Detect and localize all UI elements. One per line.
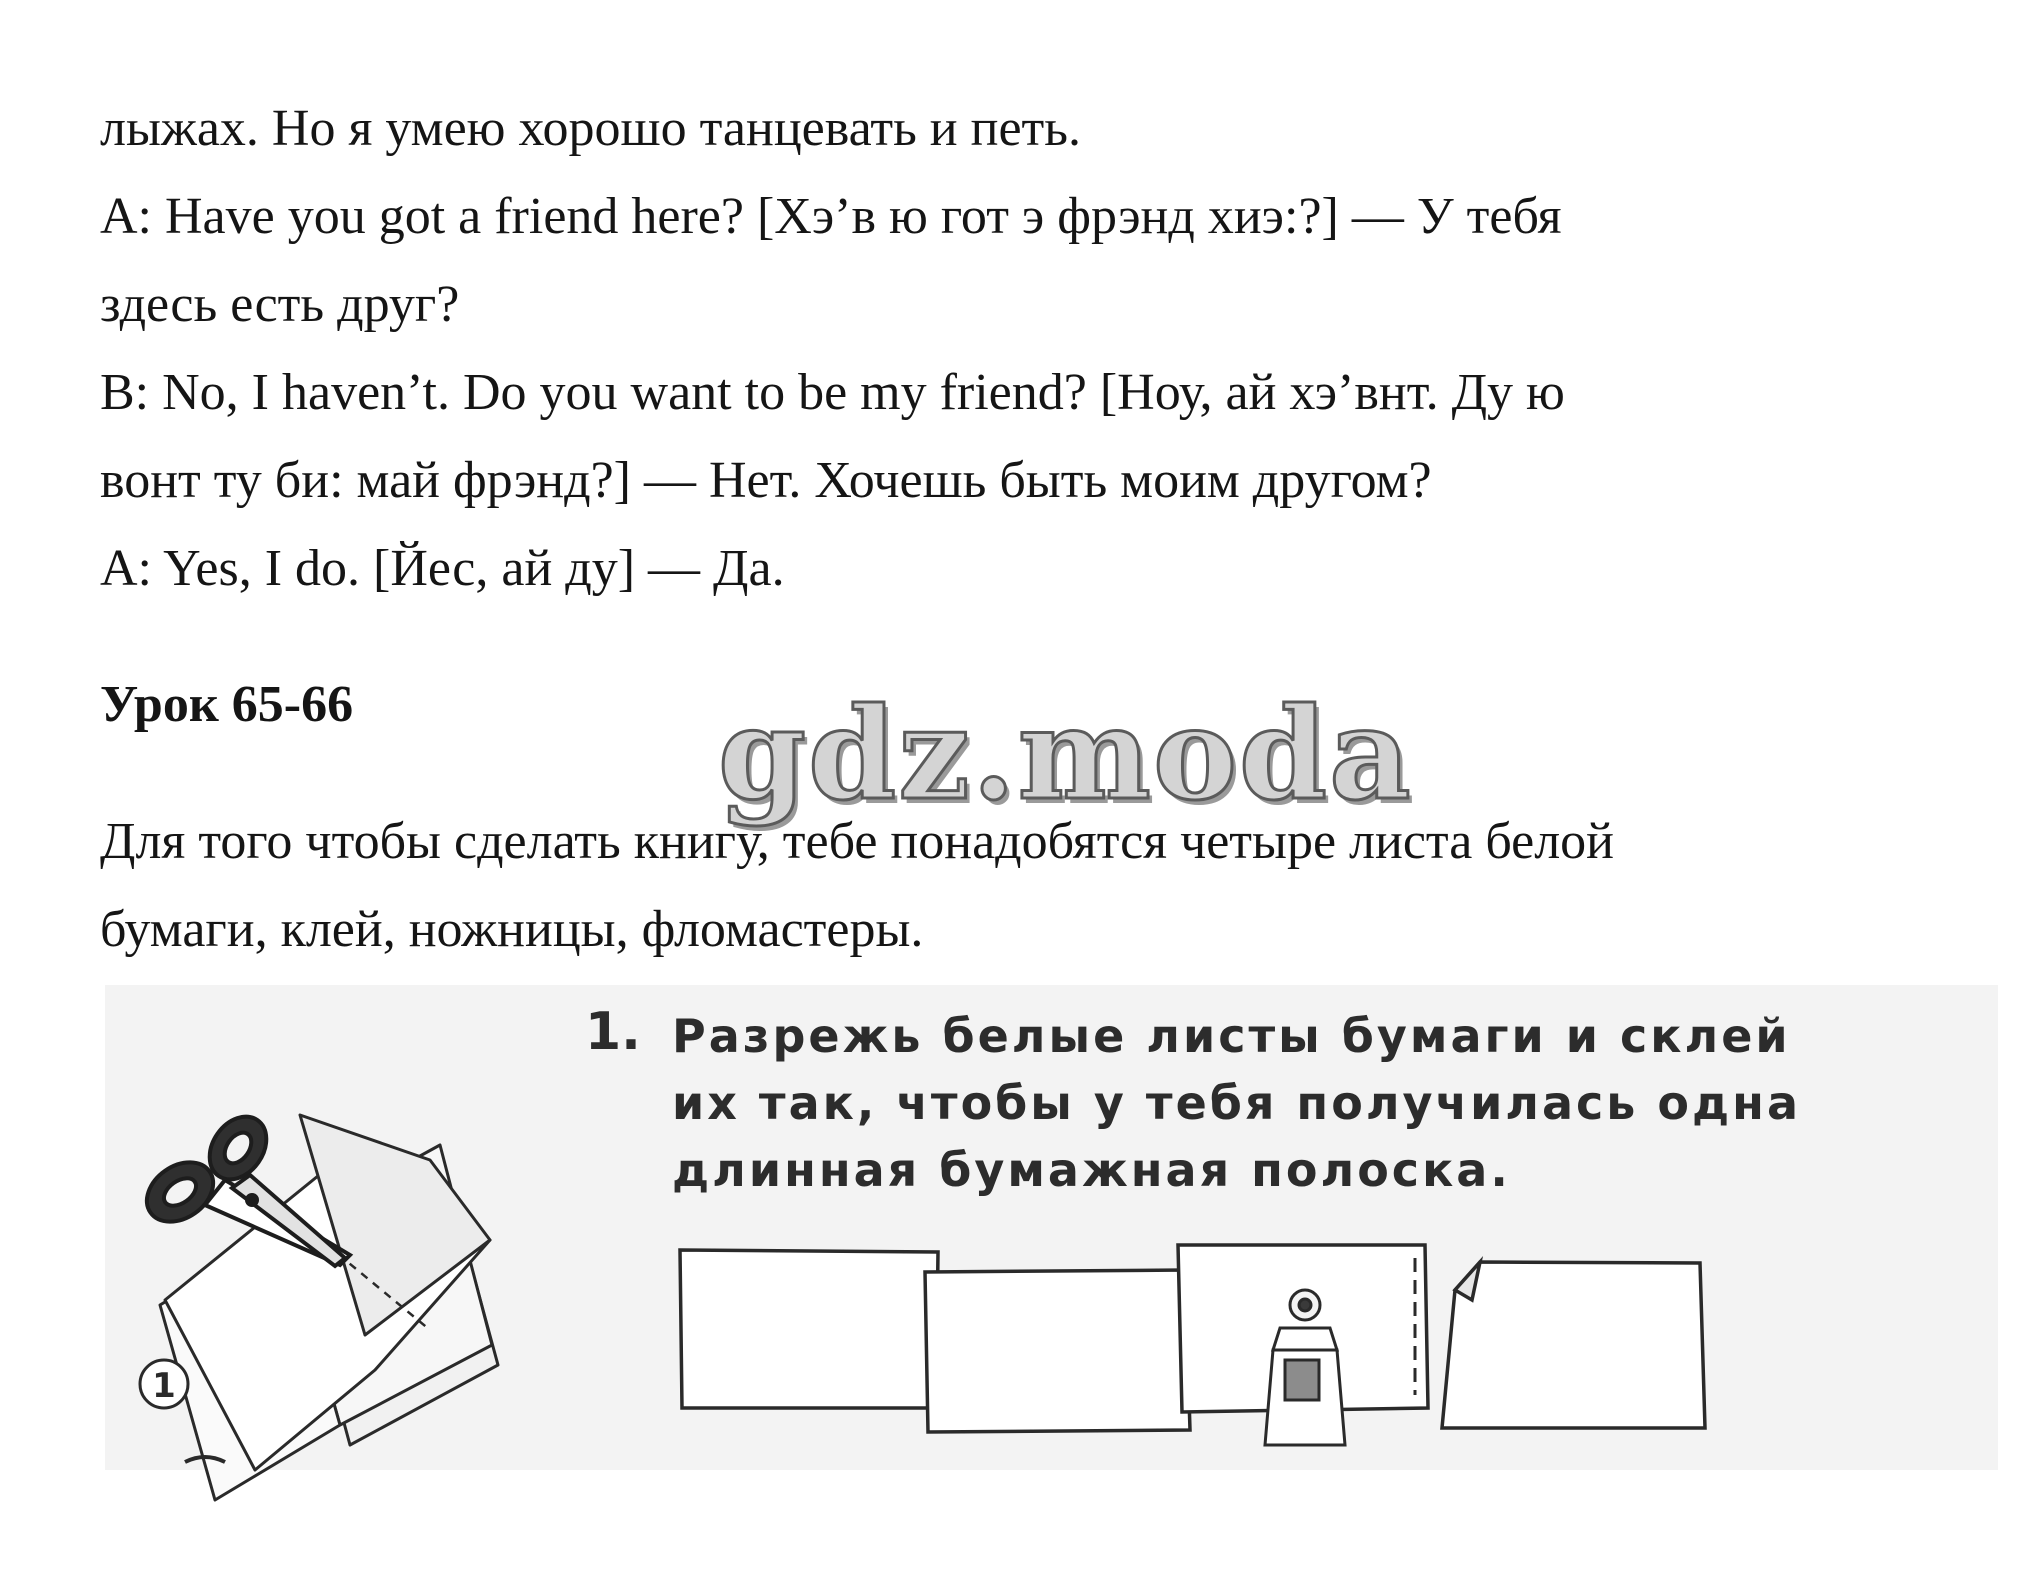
paper-rect-2 [925, 1270, 1190, 1432]
lesson-title: Урок 65-66 [100, 676, 354, 733]
intro-line-2: бумаги, клей, ножницы, фломастеры. [100, 901, 924, 958]
dialogue-line-2: A: Have you got a friend here? [Хэ’в ю гот э фрэнд хиэ:?] — У тебя [100, 188, 1562, 245]
dialogue-line-3: здесь есть друг? [100, 276, 460, 333]
dialogue-line-1: лыжах. Но я умею хорошо танцевать и петь. [100, 100, 1081, 157]
dialogue-line-5: вонт ту би: май фрэнд?] — Нет. Хочешь быть моим другом? [100, 452, 1432, 509]
step-marker-label: 1 [152, 1366, 176, 1406]
step-text-line-2: их так, чтобы у тебя получилась одна [672, 1076, 1801, 1130]
intro-line-1: Для того чтобы сделать книгу, тебе понадобятся четыре листа белой [100, 813, 1614, 870]
paper-rect-1 [680, 1250, 938, 1408]
step-number: 1. [585, 1002, 641, 1062]
dialogue-line-4: B: No, I haven’t. Do you want to be my friend? [Ноу, ай хэ’внт. Ду ю [100, 364, 1565, 421]
step-text-line-1: Разрежь белые листы бумаги и склей [672, 1009, 1791, 1063]
paper-strip-illustration [680, 1245, 1705, 1432]
step-text-line-3: длинная бумажная полоска. [672, 1143, 1511, 1197]
paper-rect-4 [1442, 1262, 1705, 1428]
step-marker-badge [140, 1360, 188, 1408]
watermark-logo: gdz.moda [718, 680, 1413, 828]
dialogue-line-6: A: Yes, I do. [Йес, ай ду] — Да. [100, 540, 785, 597]
